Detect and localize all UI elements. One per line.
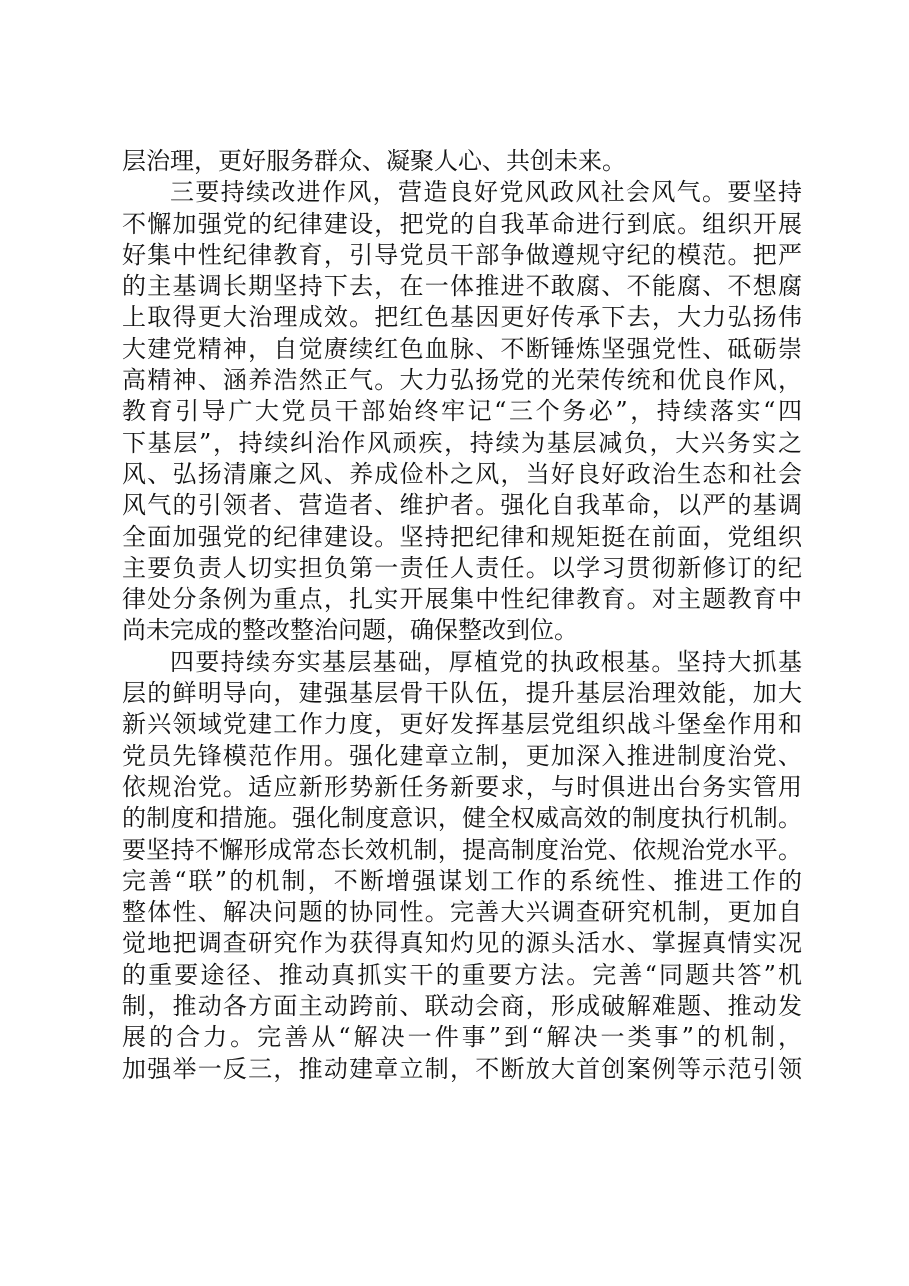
text-line: 依规治党。适应新形势新任务新要求，与时俱进出台务实管用 [122,772,802,801]
text-line: 风气的引领者、营造者、维护者。强化自我革命，以严的基调 [122,491,802,520]
text-line: 加强举一反三，推动建章立制，不断放大首创案例等示范引领 [122,1054,802,1083]
text-line: 全面加强党的纪律建设。坚持把纪律和规矩挺在前面，党组织 [122,522,802,551]
text-line: 完善“联”的机制，不断增强谋划工作的系统性、推进工作的 [122,866,802,895]
text-line: 风、弘扬清廉之风、养成俭朴之风，当好良好政治生态和社会 [122,459,802,488]
text-line: 三要持续改进作风，营造良好党风政风社会风气。要坚持 [170,178,802,207]
text-line: 党员先锋模范作用。强化建章立制，更加深入推进制度治党、 [122,741,802,770]
text-line: 好集中性纪律教育，引导党员干部争做遵规守纪的模范。把严 [122,240,802,269]
text-line: 新兴领域党建工作力度，更好发挥基层党组织战斗堡垒作用和 [122,710,802,739]
text-line: 的重要途径、推动真抓实干的重要方法。完善“同题共答”机 [122,960,802,989]
text-line: 的主基调长期坚持下去，在一体推进不敢腐、不能腐、不想腐 [122,272,802,301]
text-line: 层治理，更好服务群众、凝聚人心、共创未来。 [122,147,626,175]
text-line: 制，推动各方面主动跨前、联动会商，形成破解难题、推动发 [122,992,802,1021]
text-line: 下基层”，持续纠治作风顽疾，持续为基层减负，大兴务实之 [122,428,802,457]
text-line: 上取得更大治理成效。把红色基因更好传承下去，大力弘扬伟 [122,303,802,332]
text-line: 主要负责人切实担负第一责任人责任。以学习贯彻新修订的纪 [122,553,802,582]
text-line: 觉地把调查研究作为获得真知灼见的源头活水、掌握真情实况 [122,929,802,958]
text-line: 层的鲜明导向，建强基层骨干队伍，提升基层治理效能，加大 [122,679,802,708]
text-line: 整体性、解决问题的协同性。完善大兴调查研究机制，更加自 [122,898,802,927]
body-text [122,146,802,1085]
text-line: 要坚持不懈形成常态长效机制，提高制度治党、依规治党水平。 [122,835,802,864]
text-line: 四要持续夯实基层基础，厚植党的执政根基。坚持大抓基 [170,647,802,676]
text-line: 尚未完成的整改整治问题，确保整改到位。 [122,616,578,645]
text-line: 的制度和措施。强化制度意识，健全权威高效的制度执行机制。 [122,804,802,833]
text-line: 大建党精神，自觉赓续红色血脉、不断锤炼坚强党性、砥砺崇 [122,334,802,363]
text-line: 不懈加强党的纪律建设，把党的自我革命进行到底。组织开展 [122,209,802,238]
text-line: 律处分条例为重点，扎实开展集中性纪律教育。对主题教育中 [122,585,802,614]
text-line: 高精神、涵养浩然正气。大力弘扬党的光荣传统和优良作风， [122,366,802,395]
text-line: 教育引导广大党员干部始终牢记“三个务必”，持续落实“四 [122,397,802,426]
text-line: 展的合力。完善从“解决一件事”到“解决一类事”的机制， [122,1023,802,1052]
